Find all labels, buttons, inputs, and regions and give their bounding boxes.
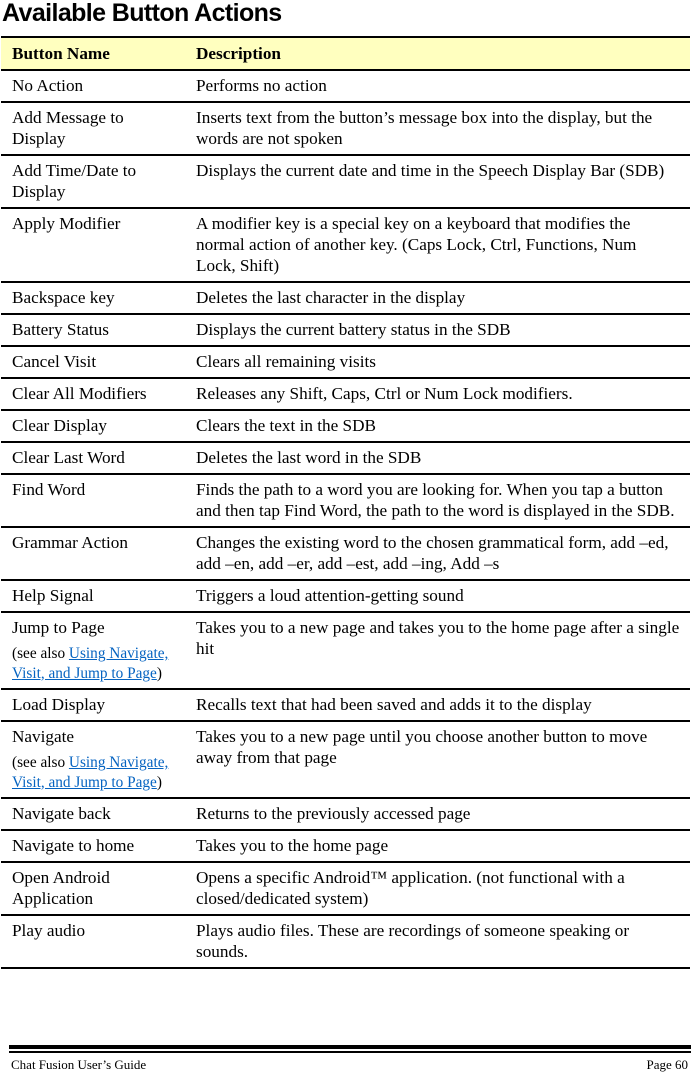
table-row xyxy=(1,70,690,102)
button-name: Add Message to Display xyxy=(12,108,124,148)
see-also-note xyxy=(12,753,179,792)
button-name-cell xyxy=(1,689,185,721)
button-name: Navigate back xyxy=(12,804,111,823)
button-name: Clear All Modifiers xyxy=(12,384,147,403)
button-name-cell xyxy=(1,580,185,612)
description-cell: A modifier key is a special key on a keyboard that modifies the normal action of another key. (Caps Lock, Ctrl, Functions, Num Lock, Shift) xyxy=(185,208,690,282)
description-cell: Returns to the previously accessed page xyxy=(185,798,690,830)
button-name: Jump to Page xyxy=(12,618,105,637)
description-cell: Takes you to a new page until you choose another button to move away from that page xyxy=(185,721,690,798)
button-name-cell xyxy=(1,527,185,580)
description-cell: Clears the text in the SDB xyxy=(185,410,690,442)
description-cell: Triggers a loud attention-getting sound xyxy=(185,580,690,612)
button-name: Grammar Action xyxy=(12,533,128,552)
description-cell: Displays the current date and time in the Speech Display Bar (SDB) xyxy=(185,155,690,208)
table-row xyxy=(1,862,690,915)
button-name-cell xyxy=(1,378,185,410)
table-row xyxy=(1,474,690,527)
button-name: Open Android Application xyxy=(12,868,110,908)
description-cell: Deletes the last word in the SDB xyxy=(185,442,690,474)
see-also-link[interactable]: Using Navigate, Visit, and Jump to Page xyxy=(12,645,169,682)
description-cell: Performs no action xyxy=(185,70,690,102)
button-name-cell xyxy=(1,410,185,442)
see-also-note xyxy=(12,644,179,683)
footer-rule-thick xyxy=(9,1045,691,1049)
button-name-cell xyxy=(1,442,185,474)
description-cell: Plays audio files. These are recordings of someone speaking or sounds. xyxy=(185,915,690,968)
button-name-cell xyxy=(1,721,185,798)
button-name: Navigate to home xyxy=(12,836,135,855)
button-name: Navigate xyxy=(12,727,75,746)
description-cell: Finds the path to a word you are looking for. When you tap a button and then tap Find Word, the path to the word is displayed in the SDB. xyxy=(185,474,690,527)
button-name: Play audio xyxy=(12,921,86,940)
button-name: Find Word xyxy=(12,480,86,499)
button-name: Cancel Visit xyxy=(12,352,97,371)
table-row xyxy=(1,580,690,612)
button-name-cell xyxy=(1,798,185,830)
header-button-name: Button Name xyxy=(1,37,185,70)
button-name: Load Display xyxy=(12,695,106,714)
table-row xyxy=(1,155,690,208)
table-row xyxy=(1,346,690,378)
see-also-suffix: ) xyxy=(156,773,162,791)
description-cell: Inserts text from the button’s message box into the display, but the words are not spoken xyxy=(185,102,690,155)
table-row xyxy=(1,915,690,968)
button-name: Help Signal xyxy=(12,586,94,605)
button-name-cell xyxy=(1,830,185,862)
description-cell: Opens a specific Android™ application. (not functional with a closed/dedicated system) xyxy=(185,862,690,915)
table-row xyxy=(1,378,690,410)
footer-page-number: Page 60 xyxy=(646,1057,688,1072)
button-name-cell xyxy=(1,915,185,968)
table-row xyxy=(1,410,690,442)
button-name: Clear Display xyxy=(12,416,107,435)
description-cell: Takes you to the home page xyxy=(185,830,690,862)
see-also-prefix: (see also xyxy=(12,645,69,662)
table-row xyxy=(1,314,690,346)
footer-guide-title: Chat Fusion User’s Guide xyxy=(11,1057,147,1072)
button-name-cell xyxy=(1,208,185,282)
button-name-cell xyxy=(1,70,185,102)
button-name: No Action xyxy=(12,76,84,95)
table-row xyxy=(1,689,690,721)
button-name-cell xyxy=(1,282,185,314)
table-row xyxy=(1,282,690,314)
description-cell: Changes the existing word to the chosen grammatical form, add –ed, add –en, add –er, add –est, add –ing, Add –s xyxy=(185,527,690,580)
description-cell: Deletes the last character in the display xyxy=(185,282,690,314)
table-header-row xyxy=(1,37,690,70)
page-title: Available Button Actions xyxy=(2,0,282,27)
description-cell: Displays the current battery status in the SDB xyxy=(185,314,690,346)
see-also-suffix: ) xyxy=(156,664,162,682)
footer-rule-thin xyxy=(9,1051,691,1053)
description-cell: Recalls text that had been saved and adds it to the display xyxy=(185,689,690,721)
button-name: Add Time/Date to Display xyxy=(12,161,137,201)
button-name-cell xyxy=(1,474,185,527)
table-row xyxy=(1,612,690,689)
table-row xyxy=(1,527,690,580)
see-also-link[interactable]: Using Navigate, Visit, and Jump to Page xyxy=(12,754,169,791)
table-row xyxy=(1,721,690,798)
button-name-cell xyxy=(1,346,185,378)
description-cell: Clears all remaining visits xyxy=(185,346,690,378)
table-row xyxy=(1,798,690,830)
button-name-cell xyxy=(1,314,185,346)
see-also-prefix: (see also xyxy=(12,754,69,771)
button-name-cell xyxy=(1,102,185,155)
button-name: Clear Last Word xyxy=(12,448,125,467)
button-name: Apply Modifier xyxy=(12,214,121,233)
table-row xyxy=(1,442,690,474)
description-cell: Releases any Shift, Caps, Ctrl or Num Lock modifiers. xyxy=(185,378,690,410)
button-name-cell xyxy=(1,155,185,208)
table-row xyxy=(1,830,690,862)
button-name: Battery Status xyxy=(12,320,109,339)
button-name-cell xyxy=(1,612,185,689)
button-name-cell xyxy=(1,862,185,915)
table-row xyxy=(1,102,690,155)
header-description: Description xyxy=(185,37,690,70)
button-name: Backspace key xyxy=(12,288,115,307)
description-cell: Takes you to a new page and takes you to the home page after a single hit xyxy=(185,612,690,689)
button-actions-table xyxy=(1,36,690,969)
table-row xyxy=(1,208,690,282)
